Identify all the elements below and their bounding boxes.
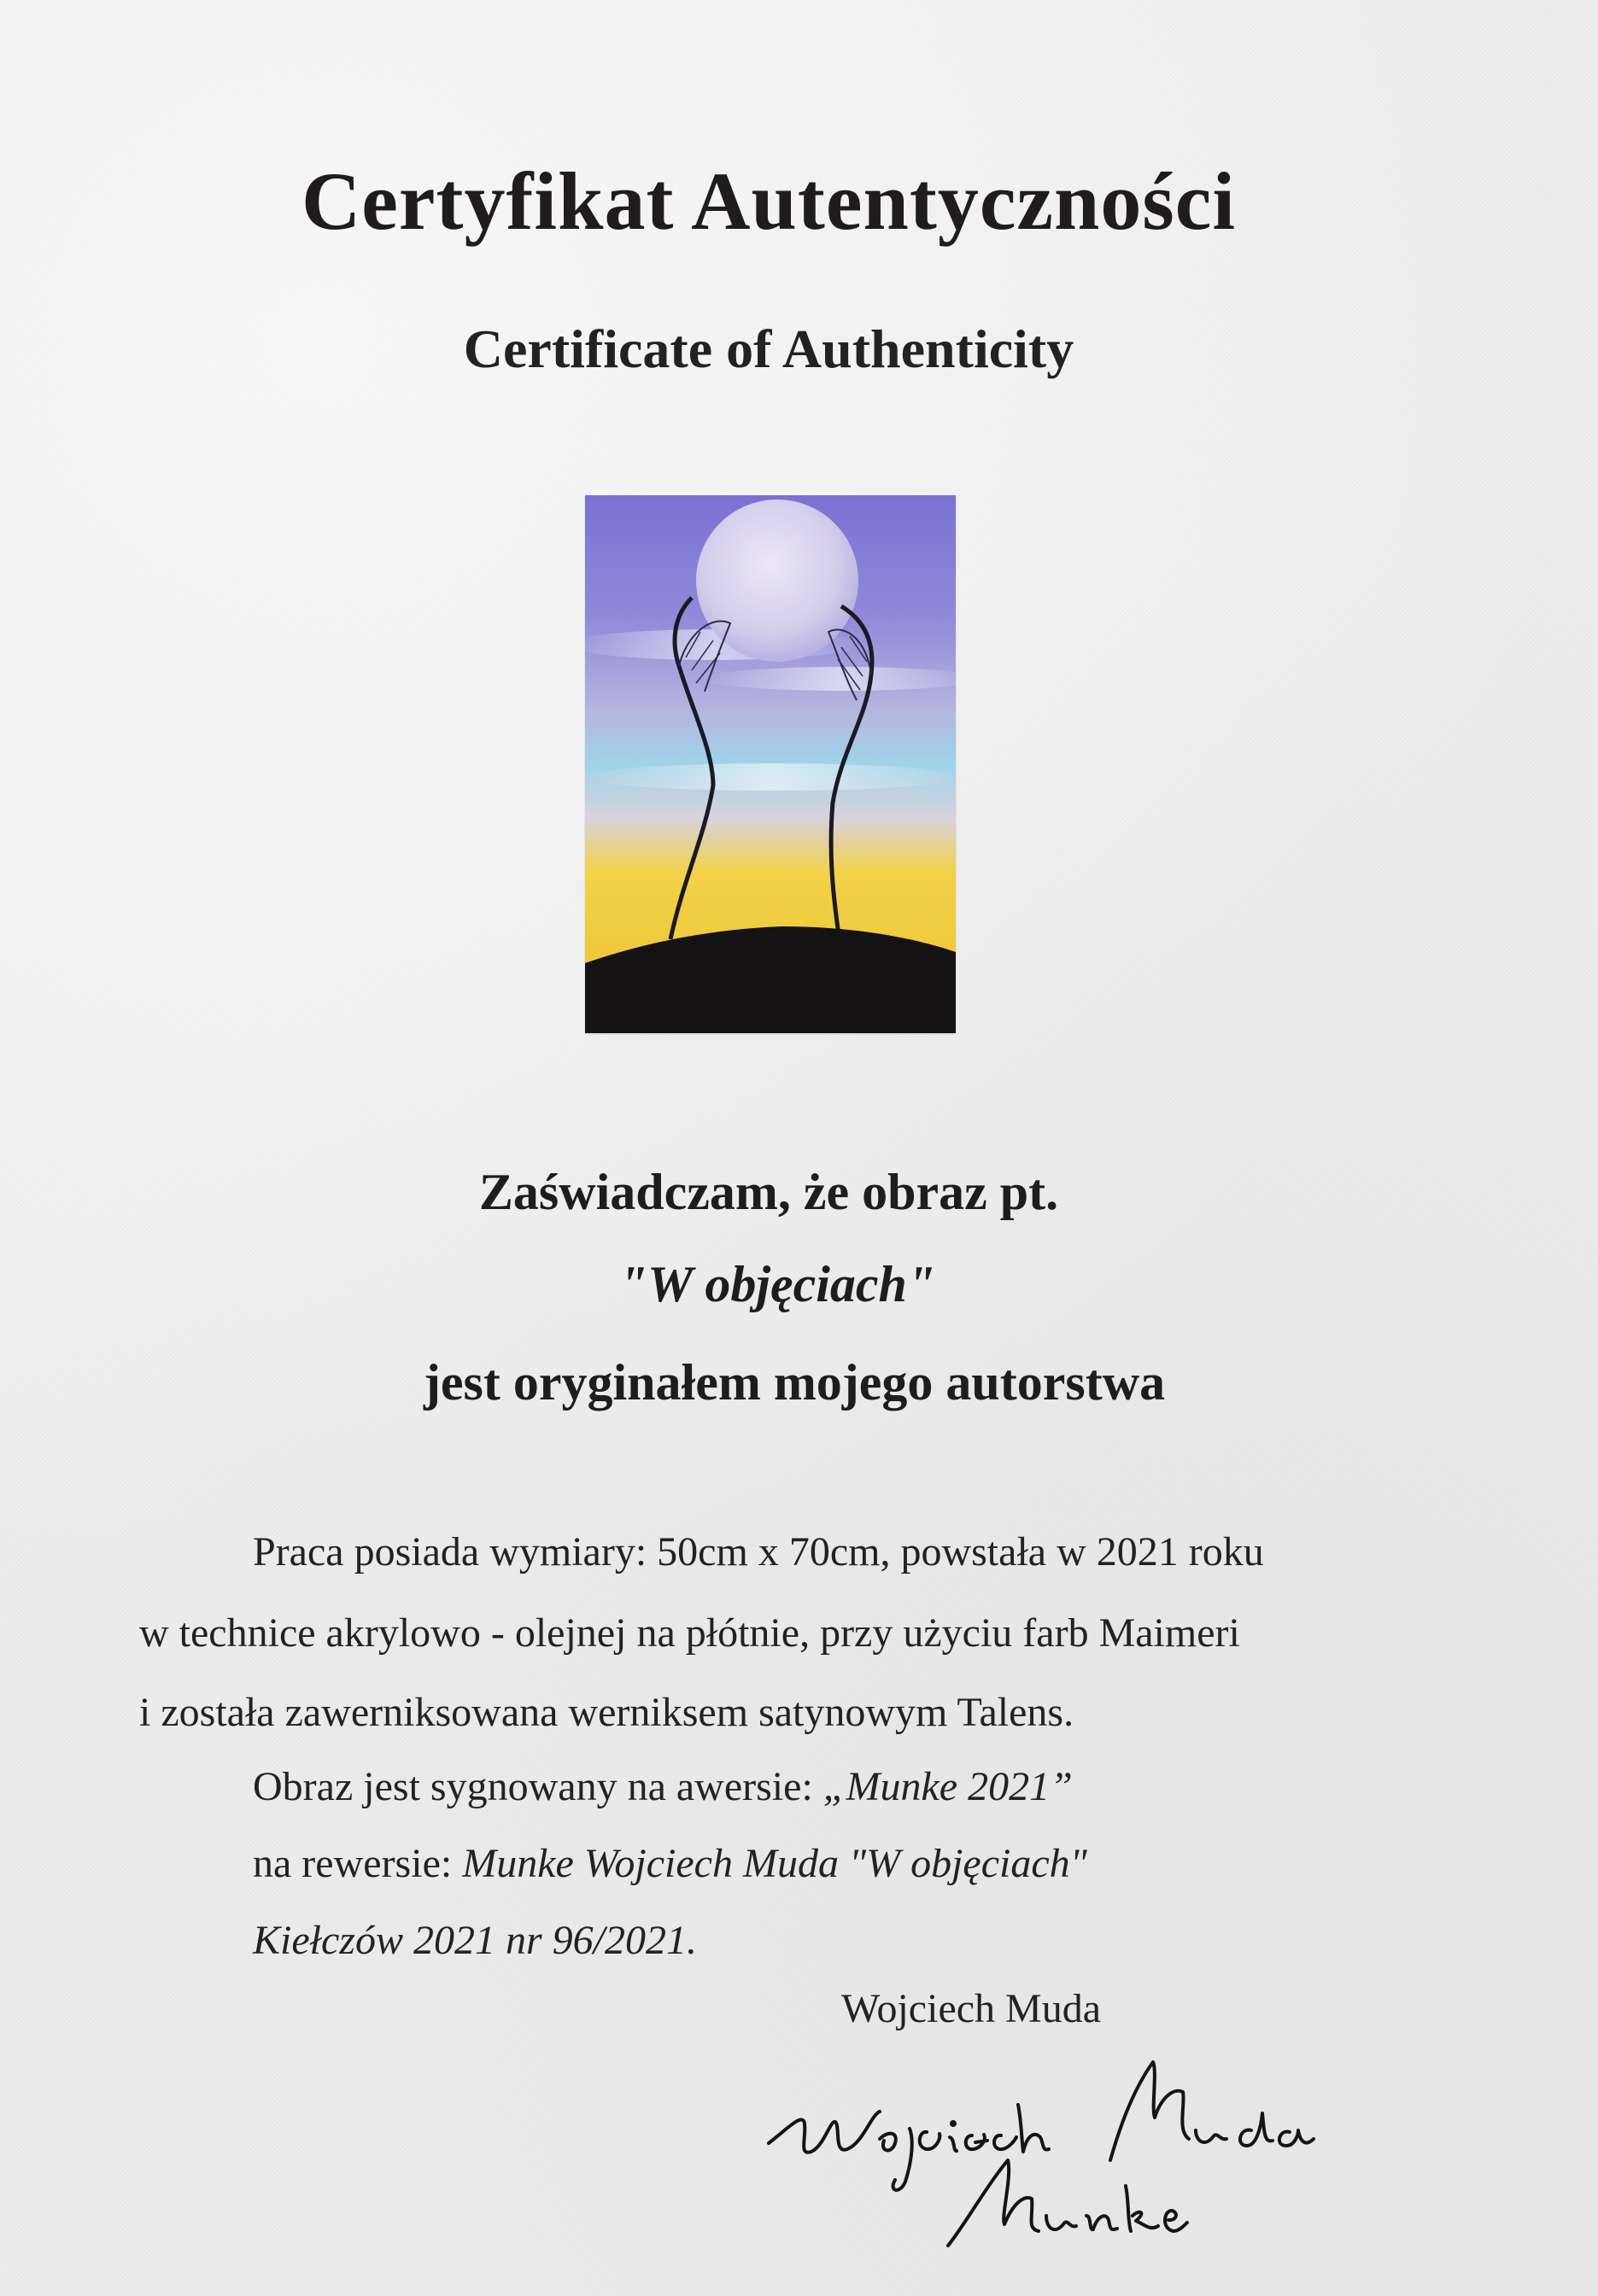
signer-name: Wojciech Muda <box>841 1986 1102 2031</box>
details-back-signature-line <box>253 1840 1087 1887</box>
artwork-title: "W objęciach" <box>618 1256 936 1312</box>
details-front-signature-value: „Munke 2021” <box>822 1764 1073 1809</box>
details-back-signature-value: Munke Wojciech Muda "W objęciach" <box>462 1841 1087 1886</box>
certificate-title-english: Certificate of Authenticity <box>463 318 1074 379</box>
details-front-signature-prefix: Obraz jest sygnowany na awersie: <box>253 1764 823 1809</box>
details-back-signature-prefix: na rewersie: <box>253 1841 463 1886</box>
certificate-title-polish: Certyfikat Autentyczności <box>301 155 1237 247</box>
statement-line-1: Zaświadczam, że obraz pt. <box>478 1164 1059 1220</box>
details-place-number-line: Kiełczów 2021 nr 96/2021. <box>253 1918 698 1963</box>
details-front-signature-line <box>253 1763 1073 1810</box>
details-varnish-line: i została zawerniksowana werniksem satynowym Talens. <box>139 1690 1074 1735</box>
handwritten-signature <box>752 2011 1435 2267</box>
statement-line-3: jest oryginałem mojego autorstwa <box>423 1354 1166 1411</box>
details-dimensions-line: Praca posiada wymiary: 50cm x 70cm, powstała w 2021 roku <box>253 1529 1264 1574</box>
painting-image <box>585 495 956 1033</box>
details-technique-line: w technice akrylowo - olejnej na płótnie, przy użyciu farb Maimeri <box>139 1610 1240 1656</box>
